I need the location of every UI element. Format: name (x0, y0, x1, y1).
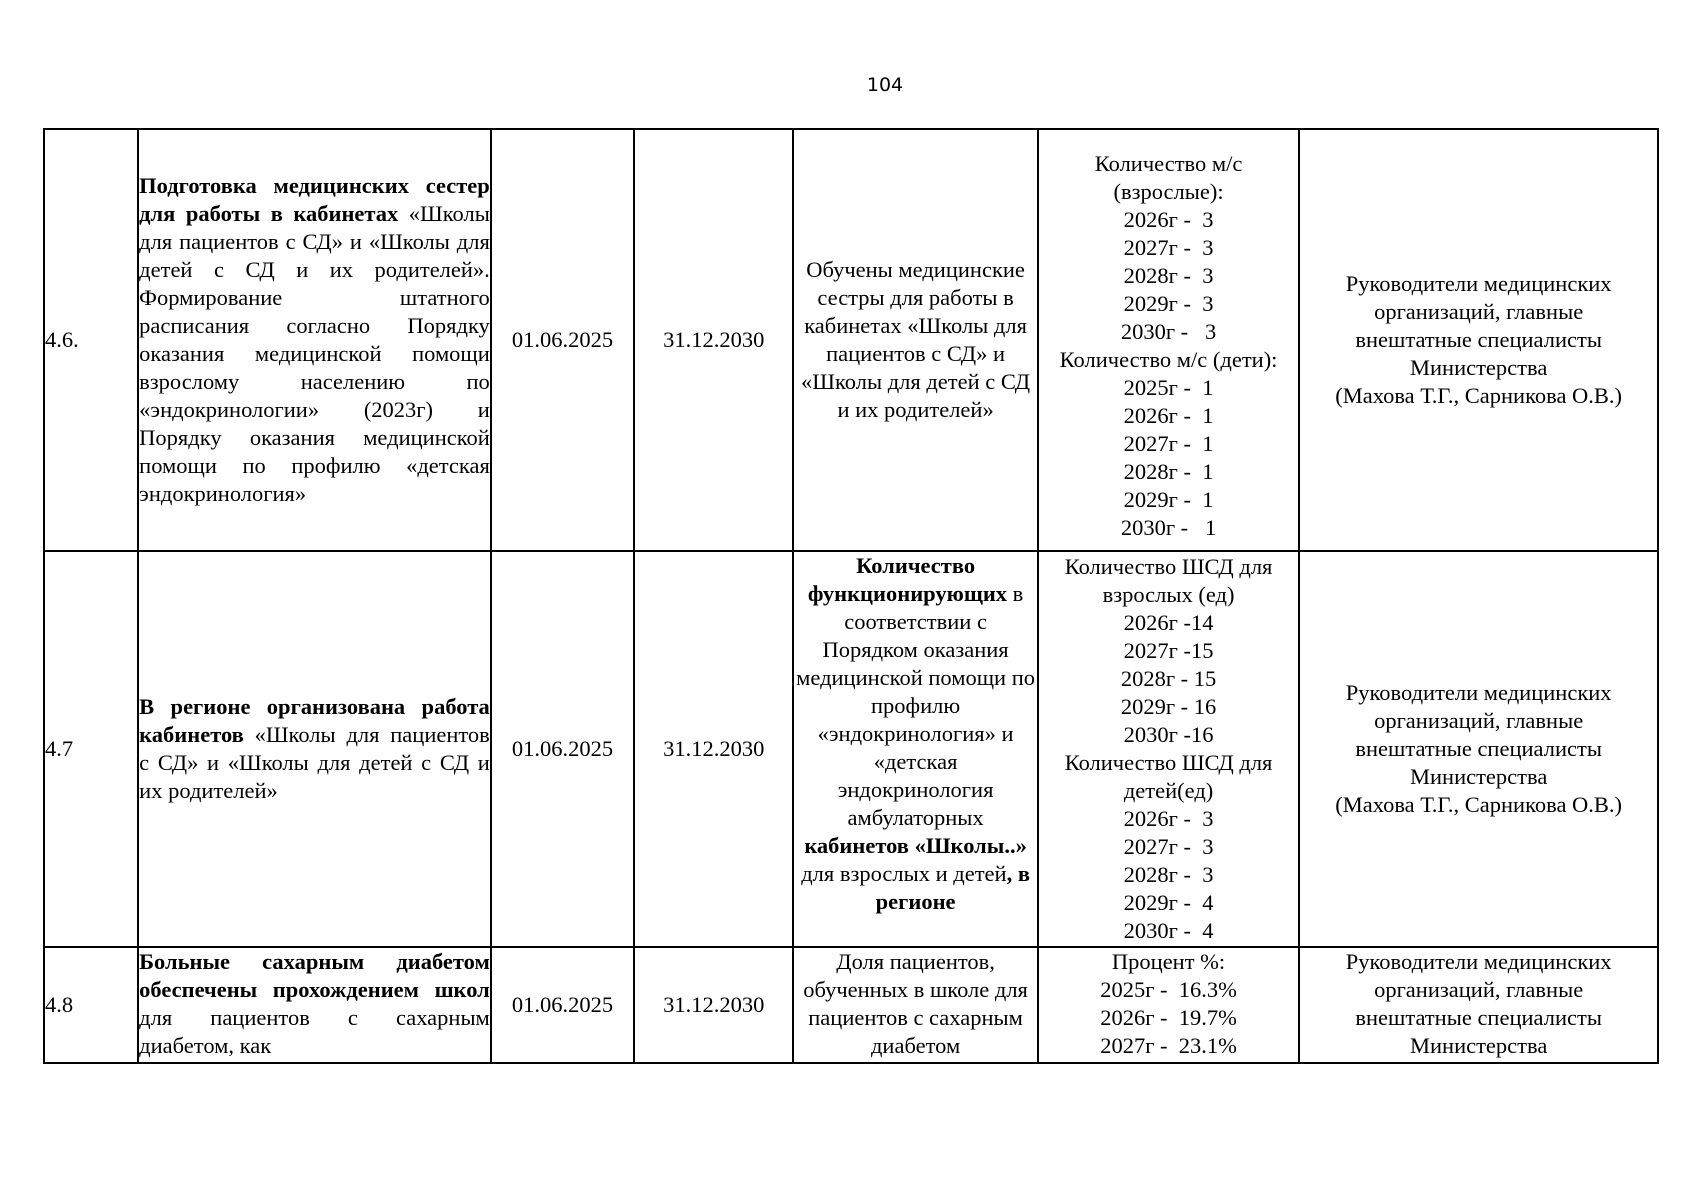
responsible-line: организаций, главные (1374, 708, 1584, 733)
measure-name-bold: Подготовка медицинских сестер для работы в кабинетах (139, 173, 490, 226)
responsible-line: Руководители медицинских (1345, 271, 1612, 296)
row-number: 4.6. (44, 129, 138, 551)
measure-name-bold: Больные сахарным диабетом обеспечены прохождением школ (139, 949, 490, 1002)
indicator-line: 2029г - 4 (1123, 890, 1214, 915)
indicator-line: 2030г - 1 (1120, 515, 1217, 540)
result-text: для взрослых и детей (801, 861, 1007, 886)
indicator-line: 2028г - 1 (1123, 459, 1214, 484)
result-text: в соответствии с Порядком оказания медицинской помощи по профилю «эндокринология» и «детская эндокринология амбулаторных (796, 581, 1036, 830)
indicator-line: 2028г - 3 (1123, 862, 1214, 887)
responsible-cell (1299, 129, 1658, 551)
indicator-line: взрослых (ед) (1102, 582, 1235, 607)
result-bold: кабинетов «Школы..» (804, 833, 1027, 858)
indicator-line: детей(ед) (1123, 778, 1214, 803)
measures-table (43, 128, 1659, 1064)
measure-name (138, 129, 491, 551)
indicator-line: 2026г - 3 (1123, 207, 1214, 232)
row-number: 4.8 (44, 947, 138, 1063)
end-date: 31.12.2030 (634, 551, 793, 947)
responsible-line: (Махова Т.Г., Сарникова О.В.) (1335, 792, 1623, 817)
measure-name-text: «Школы для пациентов с СД» и «Школы для детей с СД и их родителей» (139, 722, 490, 803)
responsible-line: внештатные специалисты (1355, 1005, 1602, 1030)
indicator-line: Количество м/с (1094, 151, 1243, 176)
start-date: 01.06.2025 (491, 947, 634, 1063)
responsible-line: Министерства (1409, 1033, 1548, 1058)
expected-result: Доля пациентов, обученных в школе для пациентов с сахарным диабетом (793, 947, 1037, 1063)
responsible-line: внештатные специалисты (1355, 327, 1602, 352)
end-date: 31.12.2030 (634, 129, 793, 551)
indicator-line: 2029г - 16 (1120, 694, 1217, 719)
indicator-line: Количество ШСД для (1064, 750, 1273, 775)
indicator-line: 2027г -15 (1123, 638, 1214, 663)
indicator-line: Количество м/с (дети): (1059, 347, 1278, 372)
table-row (44, 947, 1658, 1063)
indicator-line: 2029г - 3 (1123, 291, 1214, 316)
table-row (44, 129, 1658, 551)
measure-name-text: для пациентов с сахарным диабетом, как (139, 1005, 490, 1058)
end-date: 31.12.2030 (634, 947, 793, 1063)
indicator-line: 2027г - 3 (1123, 235, 1214, 260)
indicator-line: Процент %: (1111, 949, 1226, 974)
responsible-line: организаций, главные (1374, 299, 1584, 324)
indicator-line: 2026г - 1 (1123, 403, 1214, 428)
indicator-line: 2025г - 1 (1123, 375, 1214, 400)
indicator-line: Количество ШСД для (1064, 554, 1273, 579)
row-number: 4.7 (44, 551, 138, 947)
responsible-line: Руководители медицинских (1345, 949, 1612, 974)
indicator-line: 2025г - 16.3% (1100, 977, 1237, 1002)
responsible-cell (1299, 551, 1658, 947)
responsible-cell (1299, 947, 1658, 1063)
result-bold: Количество функционирующих (807, 553, 1008, 606)
indicator-line: 2030г - 4 (1123, 918, 1214, 943)
result-bold: , в регионе (875, 861, 1030, 914)
indicator-line: 2026г -14 (1123, 610, 1214, 635)
responsible-line: организаций, главные (1374, 977, 1584, 1002)
indicator-line: 2027г - 23.1% (1100, 1033, 1237, 1058)
indicators-cell (1038, 947, 1299, 1063)
responsible-line: Министерства (1409, 764, 1548, 789)
responsible-line: Министерства (1409, 355, 1548, 380)
indicator-line: (взрослые): (1113, 179, 1224, 204)
start-date: 01.06.2025 (491, 551, 634, 947)
expected-result (793, 551, 1037, 947)
indicators-cell (1038, 551, 1299, 947)
indicator-line: 2027г - 3 (1123, 834, 1214, 859)
indicator-line: 2027г - 1 (1123, 431, 1214, 456)
indicator-line: 2026г - 19.7% (1100, 1005, 1237, 1030)
indicator-line: 2029г - 1 (1123, 487, 1214, 512)
responsible-line: Руководители медицинских (1345, 680, 1612, 705)
measure-name-bold: В регионе организована работа кабинетов (139, 694, 490, 747)
table-row (44, 551, 1658, 947)
indicator-line: 2028г - 3 (1123, 263, 1214, 288)
responsible-line: внештатные специалисты (1355, 736, 1602, 761)
start-date: 01.06.2025 (491, 129, 634, 551)
indicators-cell (1038, 129, 1299, 551)
measure-name (138, 947, 491, 1063)
indicator-line: 2028г - 15 (1120, 666, 1217, 691)
indicator-line: 2030г -16 (1123, 722, 1214, 747)
measure-name-text: «Школы для пациентов с СД» и «Школы для детей с СД и их родителей». Формирование штатного расписания согласно Порядку оказания медицинской помощи взрослому населению по «эндокринологии» (2023г) и Порядку оказания медицинской помощи по профилю «детская эндокринология» (139, 201, 490, 506)
indicator-line: 2030г - 3 (1120, 319, 1217, 344)
indicator-line: 2026г - 3 (1123, 806, 1214, 831)
responsible-line: (Махова Т.Г., Сарникова О.В.) (1335, 383, 1623, 408)
measure-name (138, 551, 491, 947)
page-number: 104 (866, 74, 904, 96)
expected-result: Обучены медицинские сестры для работы в кабинетах «Школы для пациентов с СД» и «Школы для детей с СД и их родителей» (793, 129, 1037, 551)
